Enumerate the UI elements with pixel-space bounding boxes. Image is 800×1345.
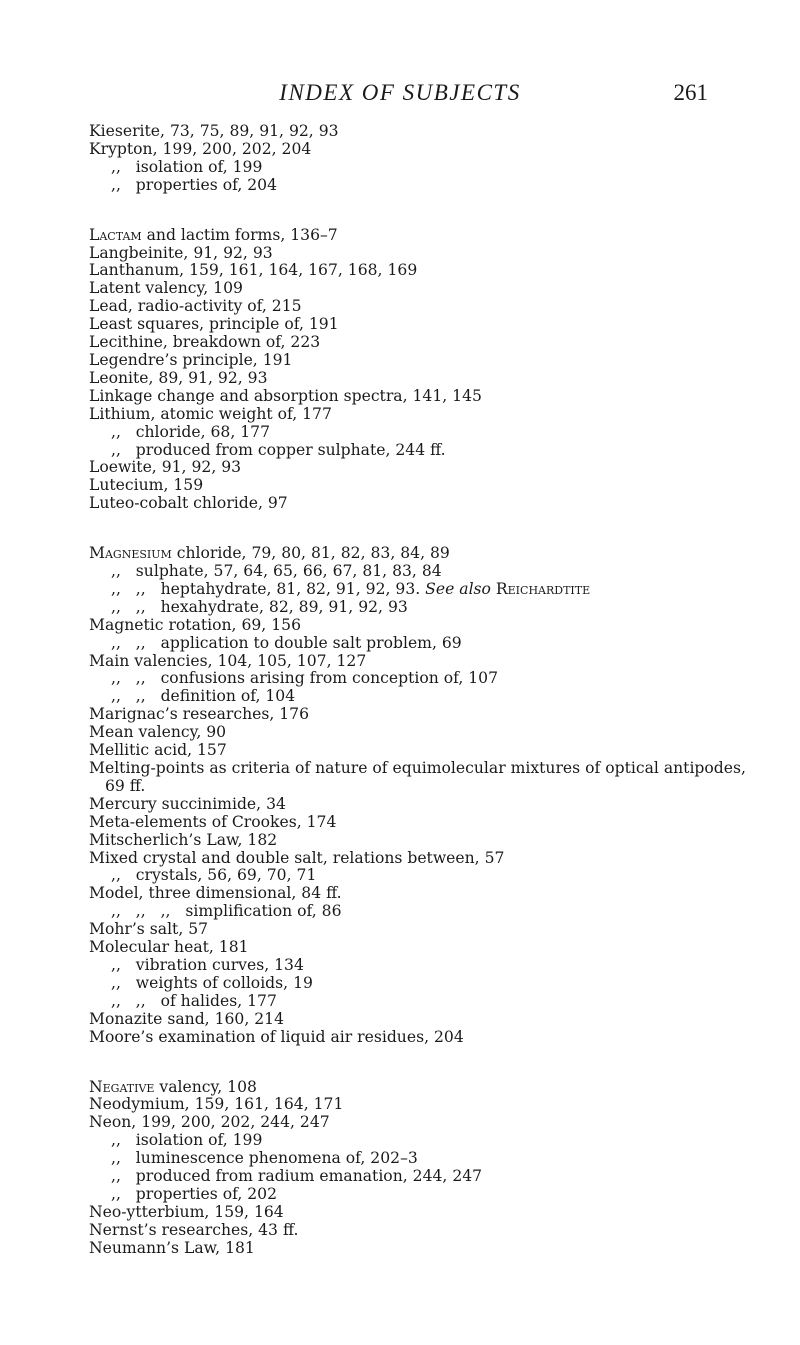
index-entry: Lanthanum, 159, 161, 164, 167, 168, 169 <box>89 261 418 280</box>
index-entry: Molecular heat, 181 <box>89 938 249 957</box>
index-entry: Melting-points as criteria of nature of equimolecular mixtures of optical antipodes, 69 ff. <box>89 759 746 795</box>
page-number: 261 <box>673 80 708 105</box>
index-subentry <box>89 581 769 599</box>
index-entry: Nernst’s researches, 43 ff. <box>89 1220 299 1239</box>
index-entry: Mitscherlich’s Law, 182 <box>89 830 278 849</box>
section-gap <box>89 513 769 545</box>
index-entry: Lecithine, breakdown of, 223 <box>89 333 321 352</box>
see-also-text: See also <box>425 579 491 598</box>
index-entry: Magnetic rotation, 69, 156 <box>89 615 301 634</box>
index-entry <box>89 545 769 563</box>
index-entry: Neo-ytterbium, 159, 164 <box>89 1202 284 1221</box>
entry-text: and lactim forms, 136–7 <box>141 225 338 244</box>
index-entry: Mellitic acid, 157 <box>89 741 227 760</box>
index-entry: Least squares, principle of, 191 <box>89 315 339 334</box>
index-entry: Neumann’s Law, 181 <box>89 1238 255 1257</box>
index-subentry: ,, isolation of, 199 <box>111 1131 263 1150</box>
index-subentry: ,, properties of, 202 <box>111 1184 277 1203</box>
index-entry: Langbeinite, 91, 92, 93 <box>89 243 273 262</box>
index-subentry: ,, ,, application to double salt problem, 69 <box>111 633 462 652</box>
cross-reference: Reichardtite <box>490 579 591 598</box>
index-entry: Model, three dimensional, 84 ff. <box>89 884 342 903</box>
index-subentry: ,, isolation of, 199 <box>111 157 263 176</box>
index-entry <box>89 227 769 245</box>
index-entry: Linkage change and absorption spectra, 141, 145 <box>89 386 482 405</box>
index-entry <box>89 1079 769 1097</box>
section-gap <box>89 1047 769 1079</box>
index-entry: Mean valency, 90 <box>89 723 227 742</box>
index-entry: Neon, 199, 200, 202, 244, 247 <box>89 1113 330 1132</box>
index-entry: Mohr’s salt, 57 <box>89 920 209 939</box>
index-entry: Krypton, 199, 200, 202, 204 <box>89 139 312 158</box>
index-entry: Mercury succinimide, 34 <box>89 794 286 813</box>
index-entry: Kieserite, 73, 75, 89, 91, 92, 93 <box>89 122 339 140</box>
section-head-word: Negative <box>89 1077 155 1096</box>
index-entry: Loewite, 91, 92, 93 <box>89 458 242 477</box>
index-subentry: ,, weights of colloids, 19 <box>111 973 313 992</box>
running-title: INDEX OF SUBJECTS <box>279 80 521 105</box>
index-entry: Meta-elements of Crookes, 174 <box>89 812 337 831</box>
index-entry: Moore’s examination of liquid air residues, 204 <box>89 1027 464 1046</box>
index-subentry: ,, luminescence phenomena of, 202–3 <box>111 1149 418 1168</box>
index-subentry: ,, ,, confusions arising from conception of, 107 <box>111 669 499 688</box>
index-entry: Lutecium, 159 <box>89 476 204 495</box>
section-head-word: Lactam <box>89 225 142 244</box>
section-gap <box>89 195 769 227</box>
index-subentry: ,, sulphate, 57, 64, 65, 66, 67, 81, 83, 84 <box>111 562 442 581</box>
index-subentry: ,, ,, definition of, 104 <box>111 687 296 706</box>
index-entry: Mixed crystal and double salt, relations between, 57 <box>89 848 505 867</box>
index-entry: Main valencies, 104, 105, 107, 127 <box>89 651 367 670</box>
index-subentry: ,, produced from copper sulphate, 244 ff. <box>111 440 446 459</box>
index-entry: Luteo-cobalt chloride, 97 <box>89 494 288 513</box>
index-entry: Legendre’s principle, 191 <box>89 350 293 369</box>
index-entry: Monazite sand, 160, 214 <box>89 1009 285 1028</box>
index-subentry: ,, chloride, 68, 177 <box>111 422 271 441</box>
section-head-word: Magnesium <box>89 544 172 563</box>
index-subentry: ,, ,, hexahydrate, 82, 89, 91, 92, 93 <box>111 597 408 616</box>
index-entry: Lead, radio-activity of, 215 <box>89 297 302 316</box>
index-subentry: ,, produced from radium emanation, 244, 247 <box>111 1167 483 1186</box>
index-entry: Marignac’s researches, 176 <box>89 705 310 724</box>
index-entry: Latent valency, 109 <box>89 279 243 298</box>
entry-text: ,, ,, heptahydrate, 81, 82, 91, 92, 93. <box>111 579 426 598</box>
index-entry: Leonite, 89, 91, 92, 93 <box>89 368 268 387</box>
index-entry: Lithium, atomic weight of, 177 <box>89 404 332 423</box>
running-header <box>0 80 800 110</box>
entry-text: valency, 108 <box>154 1077 257 1096</box>
index-subentry: ,, vibration curves, 134 <box>111 955 304 974</box>
index-subentry: ,, ,, ,, simplification of, 86 <box>111 902 342 921</box>
entry-text: chloride, 79, 80, 81, 82, 83, 84, 89 <box>171 544 450 563</box>
index-subentry: ,, properties of, 204 <box>111 175 277 194</box>
index-subentry: ,, ,, of halides, 177 <box>111 991 277 1010</box>
index-entry: Neodymium, 159, 161, 164, 171 <box>89 1095 344 1114</box>
index-subentry: ,, crystals, 56, 69, 70, 71 <box>111 866 317 885</box>
index-body <box>89 123 769 1258</box>
